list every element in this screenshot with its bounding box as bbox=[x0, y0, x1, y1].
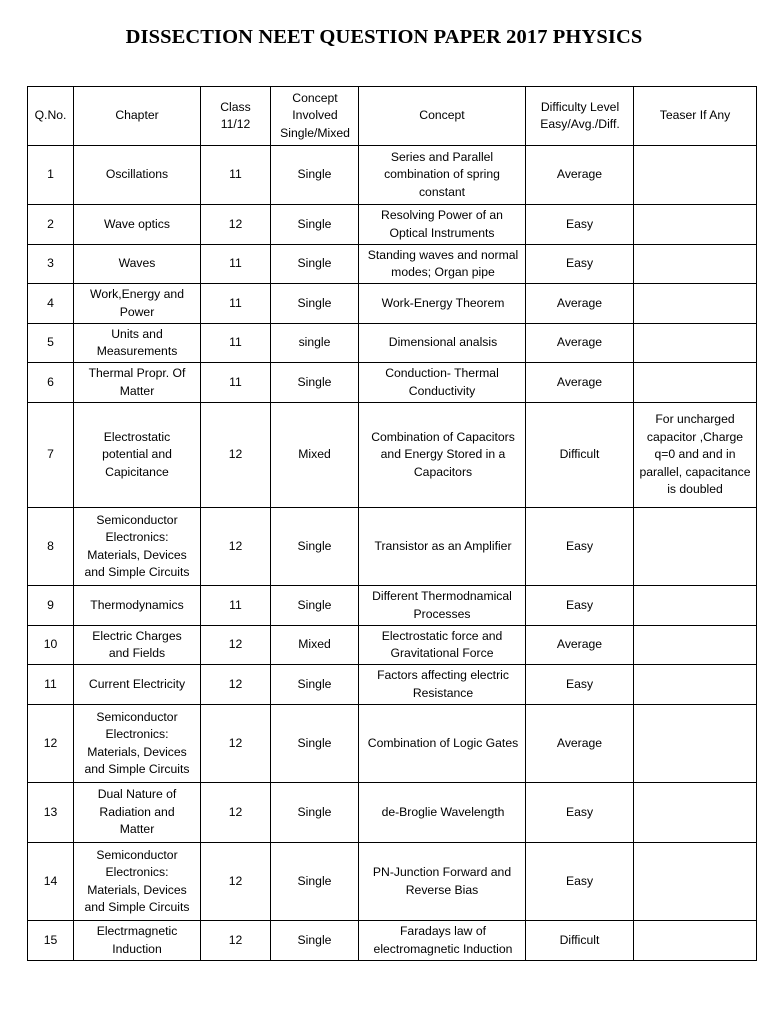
cell-chapter bbox=[74, 665, 201, 705]
table-row bbox=[28, 508, 757, 586]
table-row bbox=[28, 205, 757, 245]
table-row bbox=[28, 626, 757, 665]
concept-text: Factors affecting electric Resistance bbox=[377, 668, 509, 700]
chapter-text: Semiconductor Electronics: Materials, Devices and Simple Circuits bbox=[84, 512, 190, 579]
cell-concept bbox=[359, 843, 526, 921]
cell-qno: 5 bbox=[28, 324, 74, 363]
cell-chapter bbox=[74, 284, 201, 324]
cell-qno: 2 bbox=[28, 205, 74, 245]
cell-concept bbox=[359, 324, 526, 363]
table-row bbox=[28, 843, 757, 921]
table-row bbox=[28, 245, 757, 284]
table-body bbox=[28, 146, 757, 961]
cell-teaser bbox=[634, 626, 757, 665]
cell-qno: 11 bbox=[28, 665, 74, 705]
table-row bbox=[28, 586, 757, 626]
cell-class: 12 bbox=[201, 921, 271, 961]
chapter-text: Wave optics bbox=[104, 216, 170, 231]
cell-chapter bbox=[74, 146, 201, 205]
cell-qno: 9 bbox=[28, 586, 74, 626]
cell-concept-involved: Single bbox=[271, 705, 359, 783]
cell-qno: 10 bbox=[28, 626, 74, 665]
table-row bbox=[28, 921, 757, 961]
cell-concept bbox=[359, 403, 526, 508]
cell-chapter bbox=[74, 626, 201, 665]
cell-teaser bbox=[634, 245, 757, 284]
cell-class: 12 bbox=[201, 665, 271, 705]
cell-class: 11 bbox=[201, 284, 271, 324]
cell-difficulty: Easy bbox=[526, 783, 634, 843]
cell-teaser bbox=[634, 324, 757, 363]
chapter-text: Thermodynamics bbox=[90, 597, 184, 612]
chapter-text: Semiconductor Electronics: Materials, Devices and Simple Circuits bbox=[84, 709, 190, 776]
concept-text: PN-Junction Forward and Reverse Bias bbox=[372, 865, 512, 897]
cell-teaser bbox=[634, 843, 757, 921]
cell-qno: 15 bbox=[28, 921, 74, 961]
header-qno: Q.No. bbox=[28, 87, 74, 146]
cell-concept bbox=[359, 508, 526, 586]
cell-concept-involved: Mixed bbox=[271, 403, 359, 508]
table-row bbox=[28, 284, 757, 324]
cell-qno: 3 bbox=[28, 245, 74, 284]
cell-concept bbox=[359, 705, 526, 783]
cell-concept bbox=[359, 245, 526, 284]
cell-concept bbox=[359, 205, 526, 245]
cell-concept bbox=[359, 146, 526, 205]
cell-teaser bbox=[634, 146, 757, 205]
chapter-text: Work,Energy and Power bbox=[90, 287, 184, 319]
chapter-text: Thermal Propr. Of Matter bbox=[88, 366, 186, 398]
cell-difficulty: Easy bbox=[526, 245, 634, 284]
cell-difficulty: Easy bbox=[526, 508, 634, 586]
header-concept-involved: Concept Involved Single/Mixed bbox=[271, 87, 359, 146]
cell-concept-involved: Single bbox=[271, 146, 359, 205]
header-concept: Concept bbox=[359, 87, 526, 146]
cell-teaser bbox=[634, 508, 757, 586]
chapter-text: Units and Measurements bbox=[96, 326, 178, 358]
cell-difficulty: Easy bbox=[526, 665, 634, 705]
cell-difficulty: Easy bbox=[526, 843, 634, 921]
cell-chapter bbox=[74, 586, 201, 626]
concept-text: Work-Energy Theorem bbox=[381, 295, 505, 310]
cell-concept bbox=[359, 665, 526, 705]
cell-class: 11 bbox=[201, 363, 271, 403]
cell-class: 12 bbox=[201, 626, 271, 665]
concept-text: Faradays law of electromagnetic Induction bbox=[373, 924, 513, 956]
cell-teaser bbox=[634, 705, 757, 783]
cell-chapter bbox=[74, 363, 201, 403]
cell-difficulty: Average bbox=[526, 363, 634, 403]
cell-class: 11 bbox=[201, 324, 271, 363]
cell-class: 12 bbox=[201, 205, 271, 245]
cell-qno: 13 bbox=[28, 783, 74, 843]
table-row bbox=[28, 705, 757, 783]
cell-chapter bbox=[74, 324, 201, 363]
cell-chapter bbox=[74, 921, 201, 961]
cell-difficulty: Difficult bbox=[526, 403, 634, 508]
chapter-text: Semiconductor Electronics: Materials, Devices and Simple Circuits bbox=[84, 847, 190, 914]
cell-concept-involved: Single bbox=[271, 508, 359, 586]
cell-concept-involved: Single bbox=[271, 586, 359, 626]
cell-concept bbox=[359, 921, 526, 961]
question-table bbox=[27, 86, 757, 961]
cell-qno: 6 bbox=[28, 363, 74, 403]
cell-chapter bbox=[74, 783, 201, 843]
table-row bbox=[28, 146, 757, 205]
cell-teaser bbox=[634, 205, 757, 245]
header-row bbox=[28, 87, 757, 146]
chapter-text: Electrostatic potential and Capicitance bbox=[102, 429, 172, 479]
cell-concept-involved: Single bbox=[271, 284, 359, 324]
concept-text: Electrostatic force and Gravitational Force bbox=[381, 628, 503, 660]
concept-text: Combination of Capacitors and Energy Stored in a Capacitors bbox=[371, 429, 515, 479]
cell-concept-involved: Mixed bbox=[271, 626, 359, 665]
cell-teaser bbox=[634, 783, 757, 843]
cell-chapter bbox=[74, 403, 201, 508]
chapter-text: Waves bbox=[118, 256, 156, 271]
cell-qno: 4 bbox=[28, 284, 74, 324]
cell-difficulty: Easy bbox=[526, 586, 634, 626]
chapter-text: Oscillations bbox=[105, 167, 169, 182]
cell-difficulty: Easy bbox=[526, 205, 634, 245]
cell-teaser bbox=[634, 921, 757, 961]
cell-difficulty: Average bbox=[526, 146, 634, 205]
cell-chapter bbox=[74, 705, 201, 783]
cell-concept-involved: Single bbox=[271, 921, 359, 961]
header-difficulty: Difficulty Level Easy/Avg./Diff. bbox=[526, 87, 634, 146]
cell-difficulty: Difficult bbox=[526, 921, 634, 961]
cell-concept bbox=[359, 284, 526, 324]
cell-teaser bbox=[634, 586, 757, 626]
cell-qno: 1 bbox=[28, 146, 74, 205]
chapter-text: Electrmagnetic Induction bbox=[96, 924, 178, 956]
page-title: DISSECTION NEET QUESTION PAPER 2017 PHYSICS bbox=[125, 26, 643, 48]
concept-text: Conduction- Thermal Conductivity bbox=[385, 366, 499, 398]
cell-concept-involved: Single bbox=[271, 843, 359, 921]
cell-concept bbox=[359, 626, 526, 665]
concept-text: Transistor as an Amplifier bbox=[374, 538, 512, 553]
cell-chapter bbox=[74, 205, 201, 245]
cell-chapter bbox=[74, 245, 201, 284]
cell-chapter bbox=[74, 508, 201, 586]
cell-class: 12 bbox=[201, 843, 271, 921]
cell-qno: 12 bbox=[28, 705, 74, 783]
cell-teaser bbox=[634, 363, 757, 403]
chapter-text: Current Electricity bbox=[88, 676, 186, 691]
cell-qno: 7 bbox=[28, 403, 74, 508]
cell-class: 11 bbox=[201, 586, 271, 626]
table-row bbox=[28, 324, 757, 363]
concept-text: Combination of Logic Gates bbox=[367, 735, 519, 750]
cell-concept-involved: Single bbox=[271, 205, 359, 245]
cell-teaser: For uncharged capacitor ,Charge q=0 and and in parallel, capacitance is doubled bbox=[634, 403, 757, 508]
cell-concept-involved: Single bbox=[271, 783, 359, 843]
cell-concept bbox=[359, 363, 526, 403]
cell-class: 11 bbox=[201, 146, 271, 205]
cell-class: 12 bbox=[201, 783, 271, 843]
cell-concept bbox=[359, 586, 526, 626]
cell-chapter bbox=[74, 843, 201, 921]
cell-class: 12 bbox=[201, 508, 271, 586]
table-row bbox=[28, 783, 757, 843]
header-teaser: Teaser If Any bbox=[634, 87, 757, 146]
cell-concept-involved: Single bbox=[271, 665, 359, 705]
cell-class: 11 bbox=[201, 245, 271, 284]
table-row bbox=[28, 363, 757, 403]
cell-qno: 8 bbox=[28, 508, 74, 586]
cell-class: 12 bbox=[201, 705, 271, 783]
header-chapter: Chapter bbox=[74, 87, 201, 146]
concept-text: Resolving Power of an Optical Instruments bbox=[381, 208, 503, 240]
table-row bbox=[28, 665, 757, 705]
concept-text: Dimensional analsis bbox=[388, 335, 498, 350]
concept-text: Standing waves and normal modes; Organ pipe bbox=[367, 247, 519, 279]
cell-concept-involved: Single bbox=[271, 363, 359, 403]
cell-difficulty: Average bbox=[526, 324, 634, 363]
cell-difficulty: Average bbox=[526, 284, 634, 324]
cell-concept-involved: Single bbox=[271, 245, 359, 284]
concept-text: Series and Parallel combination of spring constant bbox=[384, 149, 500, 199]
cell-concept bbox=[359, 783, 526, 843]
cell-qno: 14 bbox=[28, 843, 74, 921]
cell-teaser bbox=[634, 284, 757, 324]
chapter-text: Electric Charges and Fields bbox=[92, 628, 182, 660]
cell-difficulty: Average bbox=[526, 626, 634, 665]
concept-text: de-Broglie Wavelength bbox=[381, 804, 505, 819]
cell-difficulty: Average bbox=[526, 705, 634, 783]
header-class: Class 11/12 bbox=[201, 87, 271, 146]
concept-text: Different Thermodnamical Processes bbox=[372, 589, 512, 621]
cell-teaser bbox=[634, 665, 757, 705]
chapter-text: Dual Nature of Radiation and Matter bbox=[97, 787, 177, 837]
cell-class: 12 bbox=[201, 403, 271, 508]
cell-concept-involved: single bbox=[271, 324, 359, 363]
table-row bbox=[28, 403, 757, 508]
